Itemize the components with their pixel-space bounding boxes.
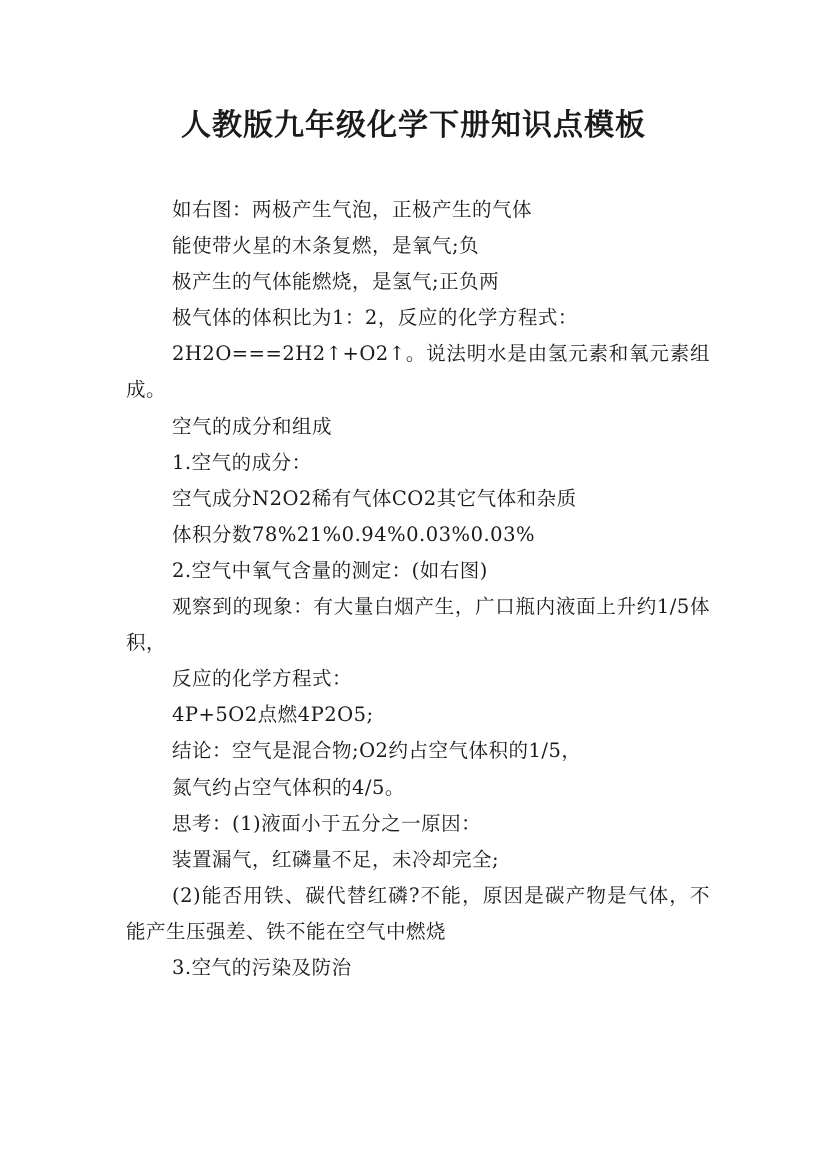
subheading-air-pollution: 3.空气的污染及防治	[172, 955, 352, 979]
paragraph-conclusion-2: 氮气约占空气体积的4/5。	[172, 775, 405, 799]
paragraph-electrolysis-4: 极气体的体积比为1：2，反应的化学方程式：	[172, 306, 578, 330]
paragraph-equation-label: 反应的化学方程式：	[172, 667, 353, 691]
paragraph-conclusion-1: 结论：空气是混合物;O2约占空气体积的1/5，	[172, 739, 582, 763]
document-body	[126, 192, 710, 986]
paragraph-phosphorus-equation: 4P+5O2点燃4P2O5;	[172, 703, 374, 727]
paragraph-electrolysis-1: 如右图：两极产生气泡，正极产生的气体	[172, 198, 533, 221]
section-heading-air-composition: 空气的成分和组成	[172, 414, 333, 438]
paragraph-thinking-1: 思考：(1)液面小于五分之一原因：	[172, 811, 482, 835]
paragraph-electrolysis-equation: 2H2O===2H2↑+O2↑。说法明水是由氢元素和氧元素组成。	[126, 342, 710, 402]
paragraph-thinking-2: (2)能否用铁、碳代替红磷?不能，原因是碳产物是气体，不能产生压强差、铁不能在空气中燃烧	[126, 883, 710, 943]
subheading-air-components: 1.空气的成分：	[172, 450, 312, 474]
paragraph-observation: 观察到的现象：有大量白烟产生，广口瓶内液面上升约1/5体积，	[126, 595, 710, 655]
paragraph-electrolysis-3: 极产生的气体能燃烧，是氢气;正负两	[172, 270, 500, 294]
paragraph-thinking-reasons: 装置漏气，红磷量不足，未冷却完全;	[172, 847, 500, 871]
paragraph-air-components: 空气成分N2O2稀有气体CO2其它气体和杂质	[172, 486, 577, 510]
document-title: 人教版九年级化学下册知识点模板	[181, 108, 646, 143]
paragraph-volume-fractions: 体积分数78%21%0.94%0.03%0.03%	[172, 522, 536, 546]
paragraph-electrolysis-2: 能使带火星的木条复燃，是氧气;负	[172, 234, 480, 258]
subheading-oxygen-measurement: 2.空气中氧气含量的测定：(如右图)	[172, 558, 488, 582]
